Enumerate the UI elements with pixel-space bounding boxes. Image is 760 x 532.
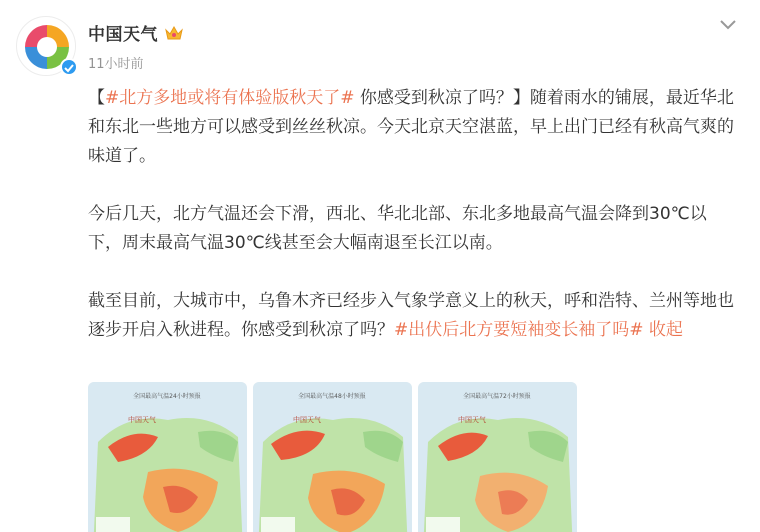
author-name[interactable]: 中国天气 (88, 25, 158, 45)
collapse-link[interactable]: 收起 (643, 320, 683, 340)
post-body (88, 84, 738, 374)
chevron-down-icon[interactable] (716, 12, 740, 36)
avatar-container[interactable] (16, 16, 76, 76)
paragraph-2: 今后几天，北方气温还会下滑，西北、华北北部、东北多地最高气温会降到30℃以下，周末最高气温30℃线甚至会大幅南退至长江以南。 (88, 204, 707, 253)
topic-link-autumn[interactable]: #北方多地或将有体验版秋天了# (105, 88, 355, 108)
map-logo-1: 中国天气 (128, 416, 156, 424)
bracket-open: 【 (88, 88, 105, 108)
author-line (88, 20, 184, 45)
map-title-3: 全国最高气温72小时预报 (463, 393, 531, 400)
map-logo-3: 中国天气 (458, 416, 486, 424)
map-logo-2: 中国天气 (293, 416, 321, 424)
map-thumbnail-1[interactable] (88, 382, 247, 532)
image-grid (88, 382, 577, 532)
paragraph-1 (88, 84, 738, 171)
verified-icon (60, 58, 78, 76)
paragraph-3-text: 截至目前，大城市中，乌鲁木齐已经步入气象学意义上的秋天，呼和浩特、兰州等地也逐步开启入秋进程。你感受到秋凉了吗？ (88, 291, 734, 340)
paragraph-3 (88, 287, 738, 345)
post-time[interactable]: 11小时前 (88, 57, 144, 72)
paragraph-1-text: 你感受到秋凉了吗？】随着雨水的铺展，最近华北和东北一些地方可以感受到丝丝秋凉。今天北京天空湛蓝，早上出门已经有秋高气爽的味道了。 (88, 88, 734, 166)
map-thumbnail-3[interactable] (418, 382, 577, 532)
crown-icon[interactable] (164, 24, 184, 42)
map-title-2: 全国最高气温48小时预报 (298, 393, 366, 400)
map-thumbnail-2[interactable] (253, 382, 412, 532)
topic-link-sleeves[interactable]: #出伏后北方要短袖变长袖了吗# (394, 320, 644, 340)
map-title-1: 全国最高气温24小时预报 (133, 393, 201, 400)
